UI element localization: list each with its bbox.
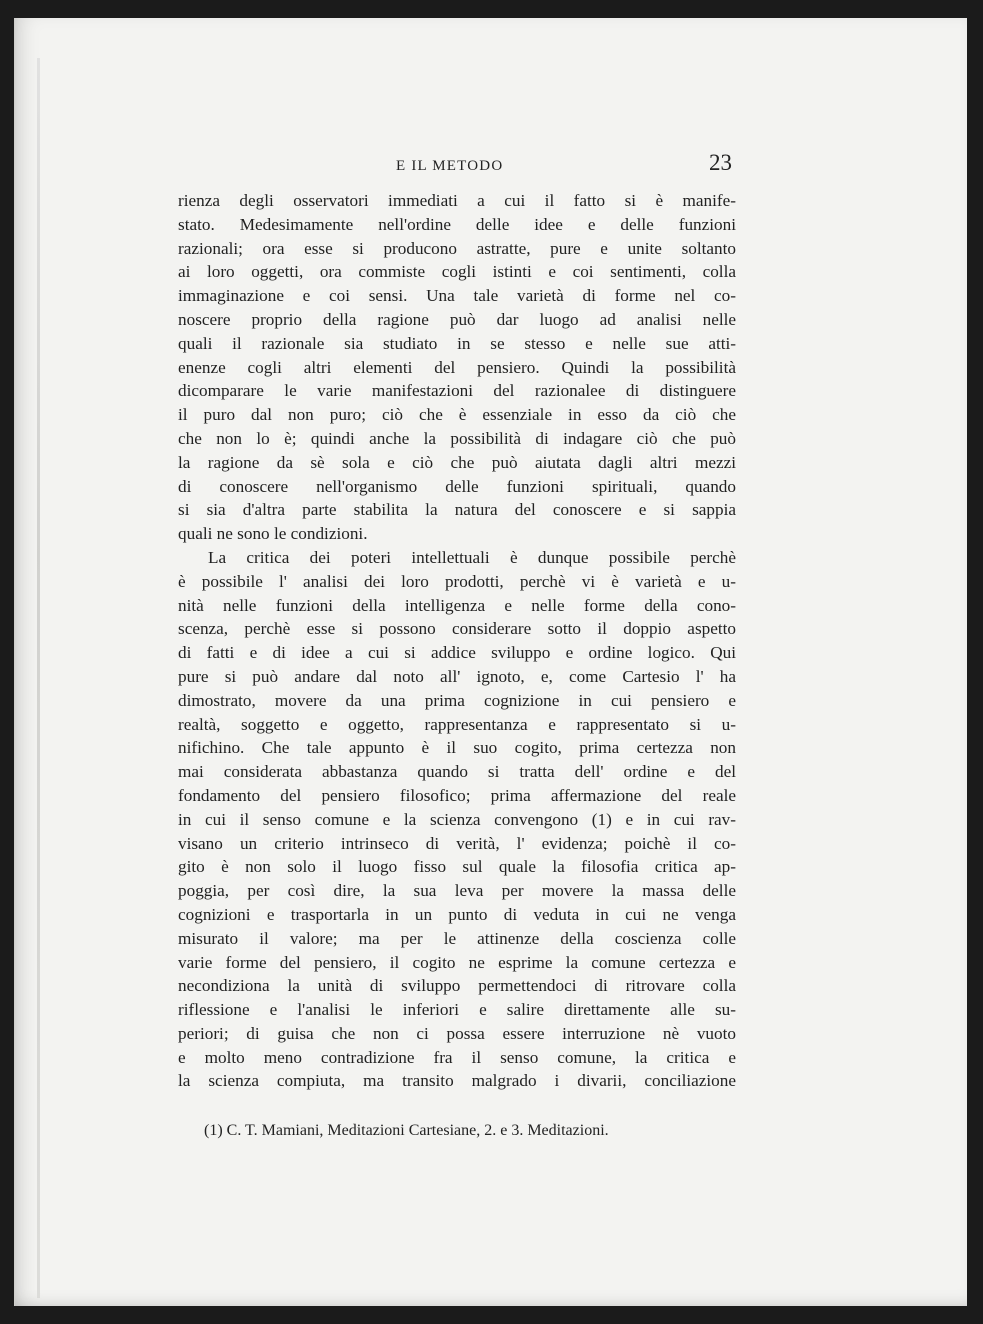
text-line: rienza degli osservatori immediati a cui il fatto si è manife- bbox=[178, 191, 736, 210]
text-line: misurato il valore; ma per le attinenze della coscienza colle bbox=[178, 928, 736, 948]
text-line: di fatti e di idee a cui si addice sviluppo e ordine logico. Qui bbox=[178, 643, 736, 663]
text-line: fondamento del pensiero filosofico; prima affermazione del reale bbox=[178, 785, 736, 805]
text-line: di conoscere nell'organismo delle funzioni spirituali, quando bbox=[178, 476, 736, 496]
body-text bbox=[178, 189, 736, 1093]
text-line: enenze cogli altri elementi del pensiero. Quindi la possibilità bbox=[178, 357, 736, 377]
text-line: necondiziona la unità di sviluppo permettendoci di ritrovare colla bbox=[178, 976, 736, 996]
text-line: il puro dal non puro; ciò che è essenziale in esso da ciò che bbox=[178, 405, 736, 425]
page-gutter bbox=[37, 58, 40, 1298]
text-line: nità nelle funzioni della intelligenza e nelle forme della cono- bbox=[178, 595, 736, 615]
text-line: mai considerata abbastanza quando si tratta dell' ordine e del bbox=[178, 762, 736, 782]
text-line: visano un criterio intrinseco di verità, l' evidenza; poichè il co- bbox=[178, 833, 736, 853]
text-line: gito è non solo il luogo fisso sul quale la filosofia critica ap- bbox=[178, 857, 736, 877]
text-line: poggia, per così dire, la sua leva per movere la massa delle bbox=[178, 881, 736, 901]
page-header bbox=[178, 148, 734, 184]
text-line: la ragione da sè sola e ciò che può aiutata dagli altri mezzi bbox=[178, 452, 736, 472]
text-line: stato. Medesimamente nell'ordine delle idee e delle funzioni bbox=[178, 214, 736, 234]
text-line: pure si può andare dal noto all' ignoto, e, come Cartesio l' ha bbox=[178, 666, 736, 686]
text-line: in cui il senso comune e la scienza convengono (1) e in cui rav- bbox=[178, 809, 736, 829]
text-line: e molto meno contradizione fra il senso comune, la critica e bbox=[178, 1047, 736, 1067]
text-line: è possibile l' analisi dei loro prodotti, perchè vi è varietà e u- bbox=[178, 571, 736, 591]
text-line: razionali; ora esse si producono astratte, pure e unite soltanto bbox=[178, 238, 736, 258]
paragraph-end-line: quali ne sono le condizioni. bbox=[178, 524, 368, 544]
paragraph-start-line: La critica dei poteri intellettuali è dunque possibile perchè bbox=[208, 547, 736, 567]
text-line: quali il razionale sia studiato in se stesso e nelle sue atti- bbox=[178, 333, 736, 353]
text-line: si sia d'altra parte stabilita la natura del conoscere e si sappia bbox=[178, 500, 736, 520]
text-line: dimostrato, movere da una prima cognizione in cui pensiero e bbox=[178, 690, 736, 710]
footnote: (1) C. T. Mamiani, Meditazioni Cartesiane, 2. e 3. Meditazioni. bbox=[204, 1122, 609, 1139]
text-line: riflessione e l'analisi le inferiori e salire direttamente alle su- bbox=[178, 1000, 736, 1020]
text-line: immaginazione e coi sensi. Una tale varietà di forme nel co- bbox=[178, 286, 736, 306]
text-line: realtà, soggetto e oggetto, rappresentanza e rappresentato si u- bbox=[178, 714, 736, 734]
text-line: varie forme del pensiero, il cogito ne esprime la comune certezza e bbox=[178, 952, 736, 972]
page-number: 23 bbox=[709, 150, 732, 175]
text-line: noscere proprio della ragione può dar luogo ad analisi nelle bbox=[178, 309, 736, 329]
text-line: ai loro oggetti, ora commiste cogli istinti e coi sentimenti, colla bbox=[178, 262, 736, 282]
text-line: dicomparare le varie manifestazioni del razionalee di distinguere bbox=[178, 381, 736, 401]
text-line: la scienza compiuta, ma transito malgrado i divarii, conciliazione bbox=[178, 1071, 736, 1091]
text-line: che non lo è; quindi anche la possibilità di indagare ciò che può bbox=[178, 428, 736, 448]
running-title: E IL METODO bbox=[396, 158, 504, 174]
text-line: nifichino. Che tale appunto è il suo cogito, prima certezza non bbox=[178, 738, 736, 758]
text-line: cognizioni e trasportarla in un punto di veduta in cui ne venga bbox=[178, 904, 736, 924]
text-line: scenza, perchè esse si possono considerare sotto il doppio aspetto bbox=[178, 619, 736, 639]
text-line: periori; di guisa che non ci possa essere interruzione nè vuoto bbox=[178, 1023, 736, 1043]
